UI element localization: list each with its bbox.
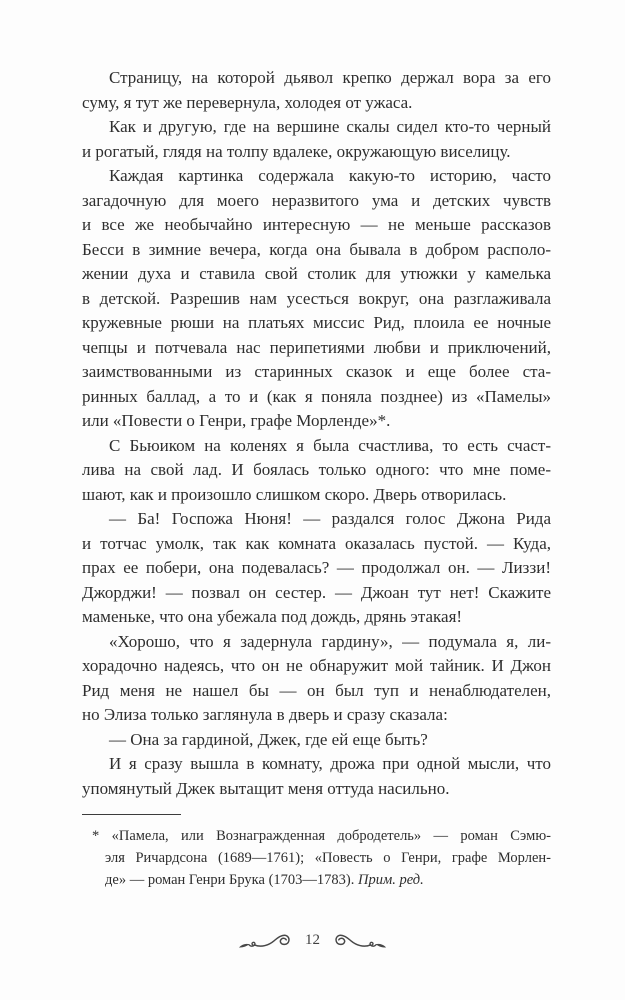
text-line: — Ба! Госпожа Нюня! — раздался голос Джона Рида — [109, 509, 551, 528]
text-line: — Она за гардиной, Джек, где ей еще быть? — [109, 729, 428, 749]
footnote-segment: эля Ричардсона (1689—1761); «Повесть о Генри, графе Морлен- — [105, 850, 551, 866]
text-line: в детской. Разрешив нам усесться вокруг, она разглаживала — [82, 288, 551, 308]
text-line: загадочную для моего неразвитого ума и детских чувств — [82, 190, 551, 210]
paragraph — [82, 164, 551, 434]
page-number: 12 — [305, 931, 320, 948]
text-line: и рогатый, глядя на толпу вдалеке, окружающую виселицу. — [82, 141, 511, 161]
footnote — [82, 814, 551, 891]
text-line: заимствованными из старинных сказок и еще более ста- — [82, 362, 551, 381]
footnote-line — [82, 825, 551, 847]
text-line: ринных баллад, а то и (как я поняла позднее) из «Памелы» — [82, 386, 551, 406]
text-line: маменьке, что она убежала под дождь, дрянь этакая! — [82, 607, 463, 626]
paragraph — [82, 728, 551, 753]
footnote-editor-note: Прим. ред. — [357, 872, 424, 888]
text-line: Бесси в зимние вечера, когда она бывала в добром располо- — [82, 239, 551, 259]
paragraph — [82, 115, 551, 164]
text-line: прах ее побери, она подевалась? — продолжал он. — Лиззи! — [82, 558, 551, 577]
text-line: шают, как и произошло слишком скоро. Дверь отворилась. — [82, 484, 507, 504]
text-line: Рид меня не нашел бы — он был туп и ненаблюдателен, — [82, 680, 551, 700]
text-line: но Элиза только заглянула в дверь и сразу сказала: — [82, 705, 448, 724]
footnote-divider — [82, 814, 181, 815]
text-line: чепцы и потчевала нас перипетиями любви и приключений, — [82, 337, 551, 357]
text-line: и все же необычайно интересную — не меньше рассказов — [82, 215, 551, 234]
footnote-segment: де» — роман Генри Брука (1703—1783). — [105, 872, 358, 888]
text-line: хорадочно надеясь, что он не обнаружит мой тайник. И Джон — [82, 656, 551, 675]
text-line: «Хорошо, что я задернула гардину», — подумала я, ли- — [109, 631, 551, 651]
text-line: и тотчас умолк, так как комната оказалась пустой. — Куда, — [82, 533, 551, 553]
text-line: Джорджи! — позвал он сестер. — Джоан тут нет! Скажите — [82, 582, 551, 602]
text-line: Каждая картинка содержала какую-то историю, часто — [109, 166, 551, 185]
text-line: кружевные рюши на платьях миссис Рид, плоила ее ночные — [82, 313, 551, 332]
flourish-right-icon — [329, 929, 387, 955]
text-line: И я сразу вышла в комнату, дрожа при одной мысли, что — [109, 754, 551, 773]
footnote-line — [82, 869, 551, 891]
paragraph — [82, 434, 551, 508]
text-line: упомянутый Джек вытащит меня оттуда насильно. — [82, 778, 450, 798]
paragraph — [82, 630, 551, 728]
flourish-left-icon — [238, 929, 296, 955]
text-line: или «Повести о Генри, графе Морленде»*. — [82, 411, 391, 430]
footnote-line — [82, 847, 551, 869]
main-text — [82, 66, 551, 801]
text-line: жении духа и ставила свой столик для утюжки у камелька — [82, 264, 551, 283]
text-line: лива на свой лад. И боялась только одного: что мне поме- — [82, 460, 551, 479]
paragraph — [82, 752, 551, 801]
page-footer — [0, 926, 625, 958]
paragraph — [82, 507, 551, 630]
paragraph — [82, 66, 551, 115]
text-line: суму, я тут же перевернула, холодея от ужаса. — [82, 92, 413, 112]
footnote-text — [82, 825, 551, 891]
text-line: С Бьюиком на коленях я была счастлива, то есть счаст- — [109, 435, 551, 455]
text-line: Страницу, на которой дьявол крепко держал вора за его — [109, 68, 551, 87]
text-line: Как и другую, где на вершине скалы сидел кто-то черный — [109, 117, 551, 136]
footnote-segment: * «Памела, или Вознагражденная добродетель» — роман Сэмю- — [92, 828, 551, 844]
